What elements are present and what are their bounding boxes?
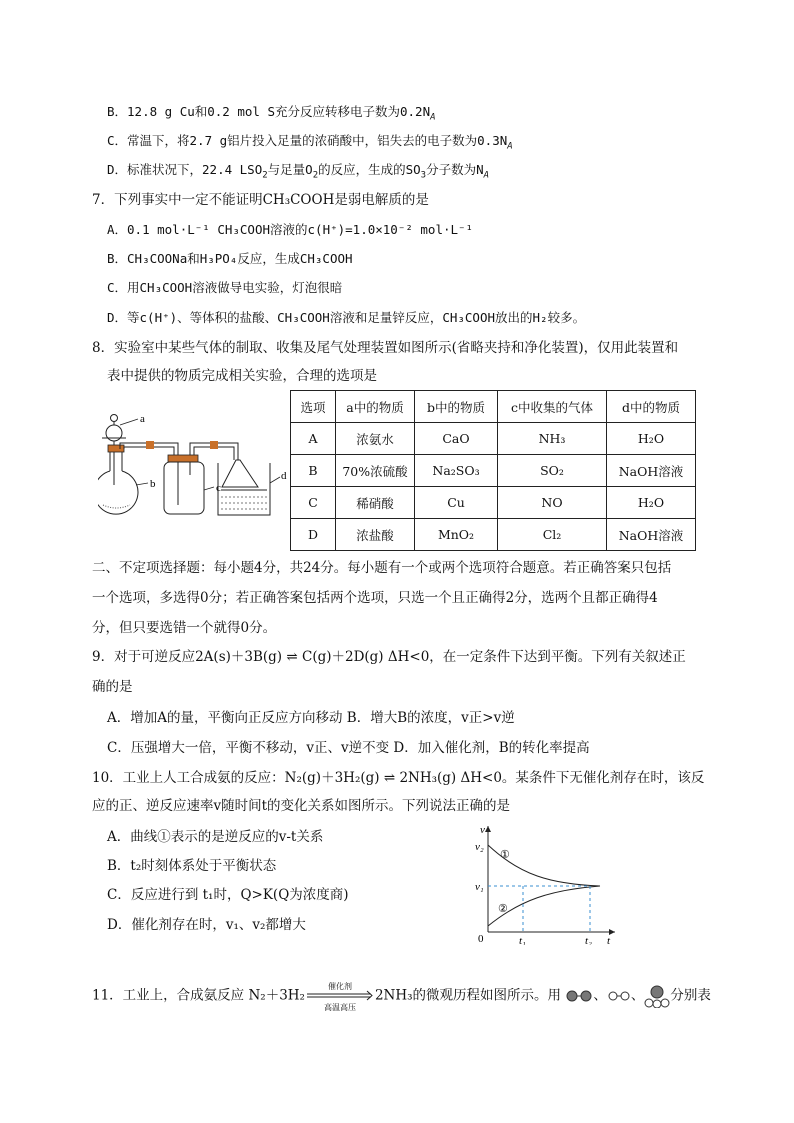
cell: NaOH溶液 bbox=[607, 519, 696, 551]
q10-stem-line2: 应的正、逆反应速率v随时间t的变化关系如图所示。下列说法正确的是 bbox=[92, 798, 511, 814]
curve-2-label: ② bbox=[498, 902, 508, 915]
label-c: c bbox=[216, 482, 221, 494]
t1-label: t₁ bbox=[519, 935, 526, 945]
cell: Cu bbox=[415, 487, 498, 519]
cell: H₂O bbox=[607, 487, 696, 519]
label-b: b bbox=[150, 478, 156, 490]
q8-table bbox=[290, 390, 696, 551]
curve-1-label: ① bbox=[500, 848, 510, 861]
section2-line1: 二、不定项选择题：每小题4分，共24分。每小题有一个或两个选项符合题意。若正确答案只包括 bbox=[92, 560, 672, 576]
cell: SO₂ bbox=[498, 455, 607, 487]
q10-stem-line1: 10．工业上人工合成氨的反应：N₂(g)＋3H₂(g) ⇌ 2NH₃(g) ΔH<0。某条件下无催化剂存在时，该反 bbox=[92, 770, 705, 786]
table-row bbox=[291, 455, 696, 487]
v1-label: v₁ bbox=[475, 881, 484, 893]
q7-option-d: D．等c(H⁺)、等体积的盐酸、CH₃COOH溶液和足量锌反应，CH₃COOH放出的H₂较多。 bbox=[107, 310, 586, 325]
cell: NH₃ bbox=[498, 423, 607, 455]
table-row bbox=[291, 423, 696, 455]
section2-line2: 一个选项，多选得0分；若正确答案包括两个选项，只选一个且正确得2分，选两个且都正确得4 bbox=[92, 590, 658, 606]
q10-option-d: D．催化剂存在时，v₁、v₂都增大 bbox=[107, 917, 306, 933]
cell: 浓氨水 bbox=[336, 423, 415, 455]
header-cell: c中收集的气体 bbox=[498, 391, 607, 423]
q10-option-a: A．曲线①表示的是逆反应的v-t关系 bbox=[107, 829, 324, 845]
cell: 70%浓硫酸 bbox=[336, 455, 415, 487]
cell: C bbox=[291, 487, 336, 519]
header-cell: 选项 bbox=[291, 391, 336, 423]
header-cell: a中的物质 bbox=[336, 391, 415, 423]
q7-option-b: B．CH₃COONa和H₃PO₄反应，生成CH₃COOH bbox=[107, 251, 353, 266]
header-cell: b中的物质 bbox=[415, 391, 498, 423]
cell: CaO bbox=[415, 423, 498, 455]
t2-label: t₂ bbox=[585, 935, 592, 945]
h2-molecule-icon bbox=[607, 989, 631, 1003]
cell: 稀硝酸 bbox=[336, 487, 415, 519]
apparatus-figure bbox=[98, 405, 288, 525]
cell: D bbox=[291, 519, 336, 551]
section2-line3: 分，但只要选错一个就得0分。 bbox=[92, 620, 277, 636]
q8-stem-line1: 8．实验室中某些气体的制取、收集及尾气处理装置如图所示(省略夹持和净化装置)，仅用此装置和 bbox=[92, 340, 679, 356]
q6-option-b: B．12.8 g Cu和0.2 mol S充分反应转移电子数为$0.2N_A$ bbox=[107, 104, 436, 123]
n2-molecule-icon bbox=[565, 989, 593, 1003]
nh3-molecule-icon bbox=[644, 984, 670, 1008]
cell: NaOH溶液 bbox=[607, 455, 696, 487]
x-axis-label: t bbox=[607, 935, 611, 945]
table-row bbox=[291, 487, 696, 519]
reaction-arrow-icon: 催化剂 高温高压 bbox=[305, 986, 375, 1006]
q9-options-cd: C．压强增大一倍，平衡不移动，v正、v逆不变 D．加入催化剂，B的转化率提高 bbox=[107, 740, 590, 756]
q7-option-a: A．0.1 mol·L⁻¹ CH₃COOH溶液的c(H⁺)=1.0×10⁻² mol·L⁻¹ bbox=[107, 222, 474, 237]
table-row bbox=[291, 519, 696, 551]
cell: Cl₂ bbox=[498, 519, 607, 551]
q8-stem-line2: 表中提供的物质完成相关实验，合理的选项是 bbox=[107, 368, 377, 384]
origin-label: 0 bbox=[478, 933, 484, 945]
table-header-row bbox=[291, 391, 696, 423]
cell: H₂O bbox=[607, 423, 696, 455]
q9-options-ab: A．增加A的量，平衡向正反应方向移动 B．增大B的浓度，v正>v逆 bbox=[107, 710, 515, 726]
equilibrium-arrow-icon: ⇌ bbox=[282, 649, 302, 665]
cell: B bbox=[291, 455, 336, 487]
label-a: a bbox=[140, 413, 145, 425]
q7-stem: 7．下列事实中一定不能证明CH₃COOH是弱电解质的是 bbox=[92, 192, 429, 208]
q9-stem-line1: 9．对于可逆反应2A(s)＋3B(g) ⇌ C(g)＋2D(g) ΔH<0，在一定条件下达到平衡。下列有关叙述正 bbox=[92, 649, 686, 665]
vt-graph bbox=[470, 820, 620, 945]
header-cell: d中的物质 bbox=[607, 391, 696, 423]
cell: Na₂SO₃ bbox=[415, 455, 498, 487]
q11-stem: 11．工业上，合成氨反应 N₂＋3H₂ 催化剂 高温高压 2NH₃的微观历程如图所示。用 、 、 分别表 bbox=[92, 982, 711, 1012]
cell: NO bbox=[498, 487, 607, 519]
v2-label: v₂ bbox=[475, 841, 484, 853]
q6-option-c: C．常温下，将2.7 g铝片投入足量的浓硝酸中，铝失去的电子数为$0.3N_A$ bbox=[107, 133, 513, 152]
q6-option-d: D．标准状况下，22.4 $LSO_2$与足量$O_2$的反应，生成的$SO_3$分子数为$N_A$ bbox=[107, 162, 490, 181]
q10-option-c: C．反应进行到 t₁时，Q>K(Q为浓度商) bbox=[107, 887, 349, 903]
q10-option-b: B．t₂时刻体系处于平衡状态 bbox=[107, 858, 277, 874]
equilibrium-arrow-icon: ⇌ bbox=[379, 770, 400, 786]
cell: 浓盐酸 bbox=[336, 519, 415, 551]
q9-stem-line2: 确的是 bbox=[92, 679, 133, 695]
label-d: d bbox=[281, 470, 287, 482]
y-axis-label: v bbox=[480, 824, 485, 836]
cell: A bbox=[291, 423, 336, 455]
cell: MnO₂ bbox=[415, 519, 498, 551]
q7-option-c: C．用CH₃COOH溶液做导电实验，灯泡很暗 bbox=[107, 280, 343, 295]
